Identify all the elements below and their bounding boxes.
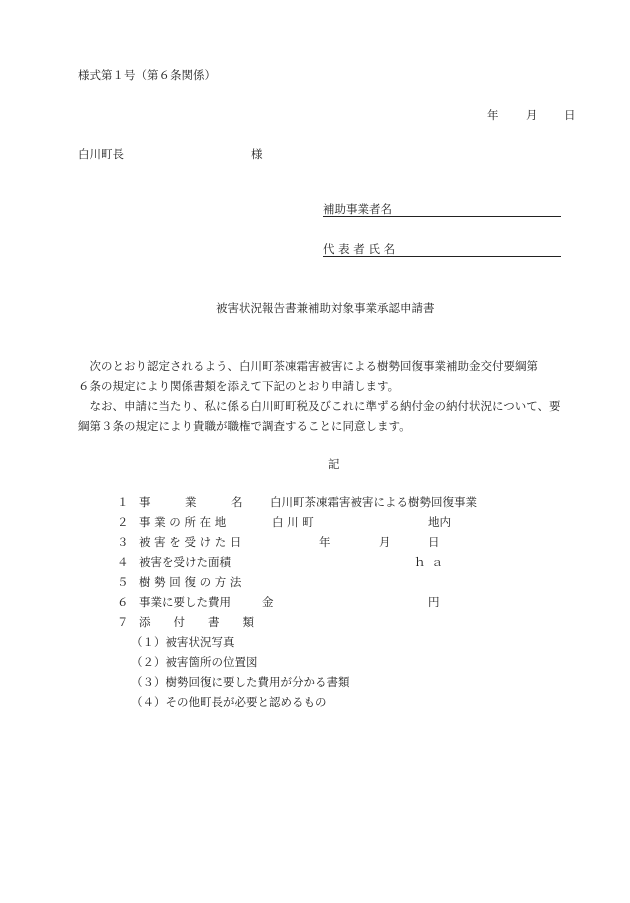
representative-label: 代 表 者 氏 名 — [323, 242, 396, 256]
item-day: 日 — [428, 535, 440, 549]
form-number: 様式第１号（第６条関係） — [78, 68, 216, 82]
item-label: 事 業 の 所 在 地 — [139, 515, 227, 529]
addressee-honorific: 様 — [251, 147, 263, 161]
item-number: ６ — [117, 595, 129, 609]
item-unit: ｈａ — [414, 555, 449, 569]
date-month: 月 — [526, 108, 538, 122]
attachment-1: （１）被害状況写真 — [131, 635, 235, 649]
date-day: 日 — [564, 108, 576, 122]
item-suffix: 地内 — [428, 515, 451, 529]
item-number: ４ — [117, 555, 129, 569]
item-value: 白 川 町 — [272, 515, 314, 529]
document-title: 被害状況報告書兼補助対象事業承認申請書 — [216, 301, 435, 315]
item-number: ２ — [117, 515, 129, 529]
body-line-2: ６条の規定により関係書類を添えて下記のとおり申請します。 — [78, 379, 400, 393]
item-year: 年 — [319, 535, 331, 549]
date-year: 年 — [487, 108, 499, 122]
item-number: １ — [117, 495, 129, 509]
item-label: 被 害 を 受 け た 日 — [139, 535, 242, 549]
attachment-3: （３）樹勢回復に要した費用が分かる書類 — [131, 675, 350, 689]
body-paragraph — [78, 356, 598, 436]
item-label: 事 業 名 — [139, 495, 243, 509]
item-value: 白川町茶凍霜害被害による樹勢回復事業 — [270, 495, 477, 509]
item-prefix: 金 — [262, 595, 274, 609]
business-name-label: 補助事業者名 — [323, 202, 392, 216]
item-label: 被害を受けた面積 — [139, 555, 231, 569]
item-number: ３ — [117, 535, 129, 549]
item-month: 月 — [379, 535, 391, 549]
ki-heading: 記 — [328, 457, 340, 471]
body-line-1: 次のとおり認定されるよう、白川町茶凍霜害被害による樹勢回復事業補助金交付要綱第 — [78, 359, 538, 373]
item-number: ７ — [117, 615, 129, 629]
item-label: 事業に要した費用 — [139, 595, 231, 609]
item-label: 添 付 書 類 — [139, 615, 254, 629]
body-line-4: 綱第３条の規定により貴職が職権で調査することに同意します。 — [78, 419, 411, 433]
business-name-underline — [323, 216, 561, 217]
item-number: ５ — [117, 575, 129, 589]
representative-underline — [323, 256, 561, 257]
attachment-2: （２）被害箇所の位置図 — [131, 655, 258, 669]
attachment-4: （４）その他町長が必要と認めるもの — [131, 695, 327, 709]
item-unit: 円 — [428, 595, 440, 609]
item-label: 樹 勢 回 復 の 方 法 — [139, 575, 242, 589]
body-line-3: なお、申請に当たり、私に係る白川町町税及びこれに準ずる納付金の納付状況について、要 — [78, 399, 561, 413]
addressee-name: 白川町長 — [78, 147, 124, 161]
